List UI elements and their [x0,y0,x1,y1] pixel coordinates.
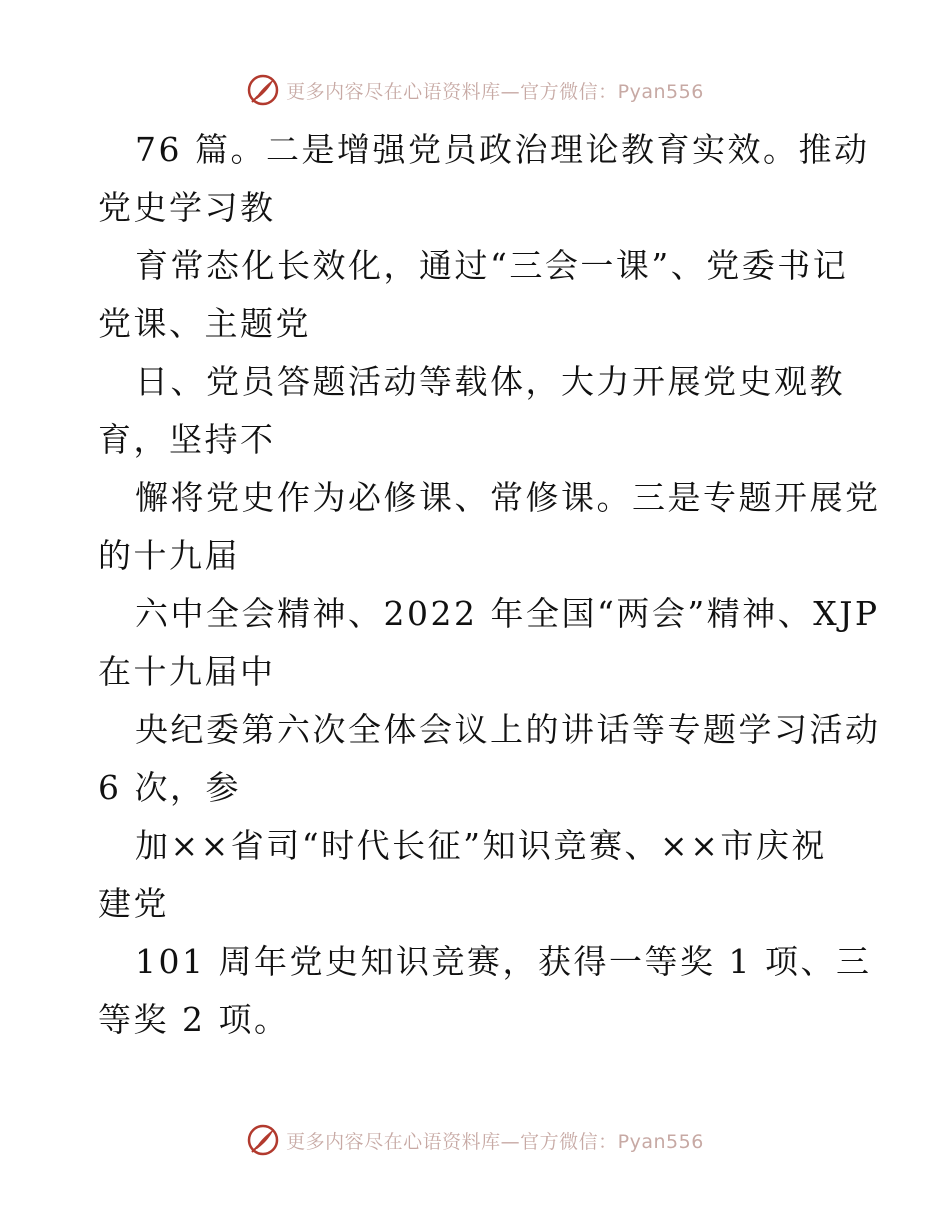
text-line: 等奖 2 项。 [98,1000,290,1039]
text-line: 的十九届 [98,536,240,575]
text-line: 党史学习教 [98,188,276,227]
watermark-text: 更多内容尽在心语资料库—官方微信：Pyan556 [286,80,704,103]
quill-logo-icon [246,73,280,107]
text-line: 六中全会精神、2022 年全国“两会”精神、XJP [135,594,880,633]
text-line: 6 次，参 [98,768,241,807]
quill-logo-icon [246,1123,280,1157]
text-line: 育，坚持不 [98,420,276,459]
text-line: 央纪委第六次全体会议上的讲话等专题学习活动 [135,710,881,749]
text-line: 育常态化长效化，通过“三会一课”、党委书记 [135,246,849,285]
text-line: 日、党员答题活动等载体，大力开展党史观教 [135,362,845,401]
text-line: 76 篇。二是增强党员政治理论教育实效。推动 [135,130,870,169]
footer-watermark [0,1120,950,1160]
text-line: 党课、主题党 [98,304,311,343]
text-line: 懈将党史作为必修课、常修课。三是专题开展党 [135,478,881,517]
text-line: 101 周年党史知识竞赛，获得一等奖 1 项、三 [135,942,872,981]
text-line: 在十九届中 [98,652,276,691]
text-line: 建党 [98,884,169,923]
header-watermark [0,70,950,110]
watermark-text: 更多内容尽在心语资料库—官方微信：Pyan556 [286,1130,704,1153]
text-line: 加××省司“时代长征”知识竞赛、××市庆祝 [135,826,827,865]
